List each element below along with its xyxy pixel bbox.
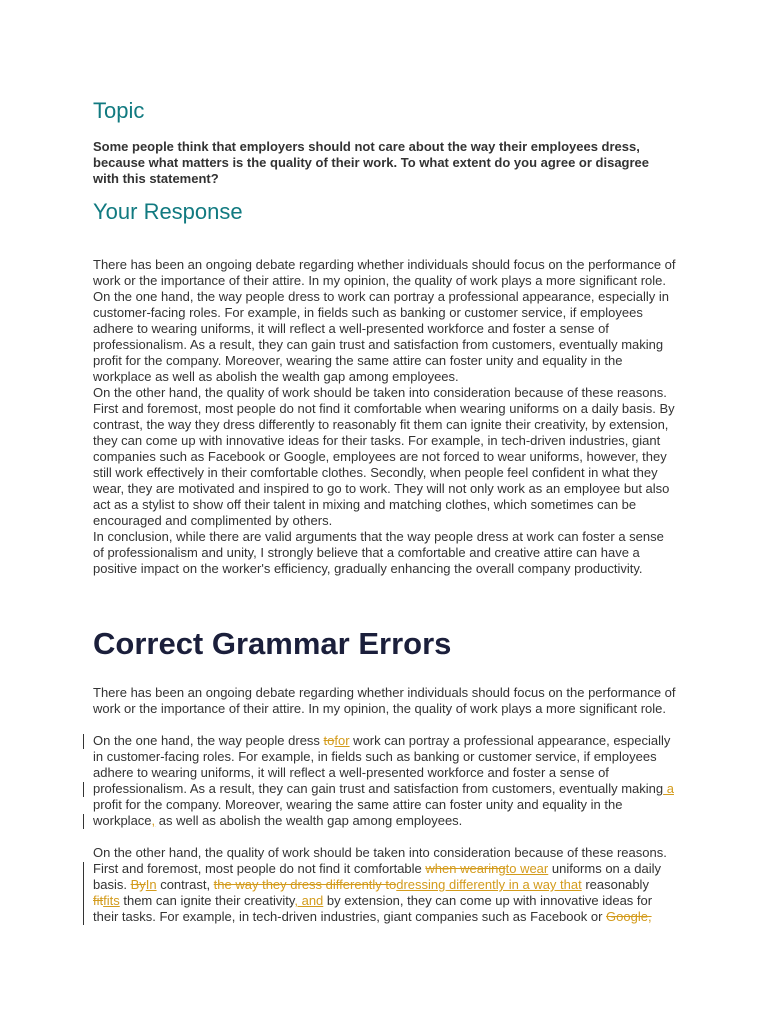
response-paragraph: On the one hand, the way people dress to work can portray a professional appearance, especially in customer-facing roles. For example, in fields such as banking or customer service, if employees adhere to wearing uniforms, it will reflect a well-presented workforce and foster a sense of professionalism. As a result, they can gain trust and satisfaction from customers, eventually making profit for the company. Moreover, wearing the same attire can foster unity and equality in the workplace as well as abolish the wealth gap among employees. xyxy=(93,289,669,384)
response-paragraph: There has been an ongoing debate regarding whether individuals should focus on the performance of work or the importance of their attire. In my opinion, the quality of work plays a more significant role. xyxy=(93,257,676,288)
grammar-heading: Correct Grammar Errors xyxy=(93,626,452,661)
inserted-text[interactable]: dressing differently in a way that xyxy=(396,877,582,892)
original-text: contrast, xyxy=(156,877,214,892)
inserted-text[interactable]: a xyxy=(663,781,674,796)
response-paragraph: On the other hand, the quality of work should be taken into consideration because of these reasons. First and foremost, most people do not find it comfortable when wearing uniforms on a daily basis. By contrast, the way they dress differently to reasonably fit them can ignite their creativity, by extension, they can come up with innovative ideas for their tasks. For example, in tech-driven industries, giant companies such as Facebook or Google, employees are not forced to wear uniforms, however, they still work effectively in their comfortable clothes. Secondly, when people feel confident in what they wear, they are motivated and inspired to go to work. They will not only work as an employee but also act as a stylist to show off their talent in mixing and matching clothes, which sometimes can be encouraged and complimented by others. xyxy=(93,385,675,528)
original-text: them can ignite their creativity xyxy=(119,893,295,908)
original-text: reasonably xyxy=(581,877,649,892)
original-text: On the one hand, the way people dress xyxy=(93,733,324,748)
deleted-text[interactable]: the way they dress differently to xyxy=(213,877,397,892)
change-bar xyxy=(83,862,84,925)
corrected-paragraph xyxy=(93,733,677,829)
response-heading: Your Response xyxy=(93,199,243,224)
deleted-text[interactable]: when wearing xyxy=(425,861,506,876)
inserted-text[interactable]: In xyxy=(145,877,157,892)
change-bar xyxy=(83,734,84,749)
inserted-text[interactable]: , and xyxy=(294,893,324,908)
original-text: work can portray a professional appearance, especially in customer-facing roles. For example, in fields such as banking or customer service, if employees adhere to wearing uniforms, it will reflect a well-presented workforce and foster a sense of professionalism. As a result, they can gain trust and satisfaction from customers, eventually making xyxy=(93,733,671,796)
corrected-paragraph: There has been an ongoing debate regarding whether individuals should focus on the performance of work or the importance of their attire. In my opinion, the quality of work plays a more significant role. xyxy=(93,685,676,716)
original-text: by extension, they can come up with innovative ideas for their tasks. For example, in tech-driven industries, giant companies such as Facebook or xyxy=(93,893,653,924)
corrected-paragraph xyxy=(93,845,677,925)
response-body xyxy=(93,257,677,577)
topic-heading: Topic xyxy=(93,98,145,123)
original-text: as well as abolish the wealth gap among employees. xyxy=(155,813,463,828)
original-text: On the other hand, the quality of work should be taken into consideration because of these reasons. First and foremost, most people do not find it comfortable xyxy=(93,845,667,876)
inserted-text[interactable]: fits xyxy=(103,893,120,908)
inserted-text[interactable]: for xyxy=(334,733,350,748)
inserted-text[interactable]: , xyxy=(151,813,156,828)
change-bar xyxy=(83,782,84,797)
corrected-text xyxy=(93,685,677,925)
original-text: uniforms on a daily basis. xyxy=(93,861,661,892)
deleted-text[interactable]: Google, xyxy=(606,909,652,924)
deleted-text[interactable]: By xyxy=(130,877,146,892)
deleted-text[interactable]: fit xyxy=(93,893,104,908)
topic-prompt: Some people think that employers should not care about the way their employees dress, because what matters is the quality of their work. To what extent do you agree or disagree with this statement? xyxy=(93,139,650,186)
deleted-text[interactable]: to xyxy=(323,733,335,748)
response-paragraph: In conclusion, while there are valid arguments that the way people dress at work can foster a sense of professionalism and unity, I strongly believe that a comfortable and creative attire can have a positive impact on the worker's efficiency, gradually enhancing the overall company productivity. xyxy=(93,529,664,576)
change-bar xyxy=(83,814,84,829)
inserted-text[interactable]: to wear xyxy=(505,861,549,876)
original-text: profit for the company. Moreover, wearing the same attire can foster unity and equality in the workplace xyxy=(93,797,623,828)
